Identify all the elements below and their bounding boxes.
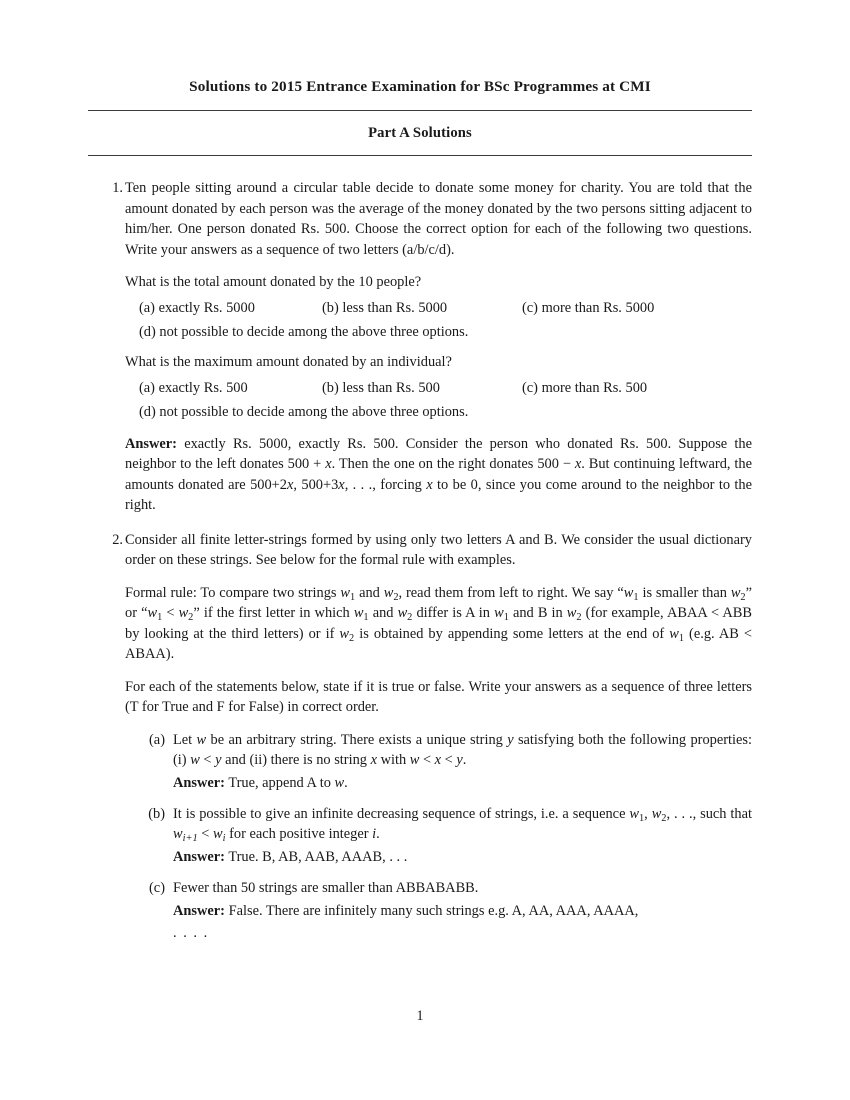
text-part: for each positive integer [225,826,373,843]
text-part: and (ii) there is no string [221,752,371,769]
answer-text-part: , . . ., forcing [344,476,427,493]
math-var-y: y [507,731,514,748]
rule-part: and B in [508,605,567,622]
option-row [139,298,752,318]
text-part: < [197,826,213,843]
rule-part: (e.g. AB < ABAA). [125,625,752,663]
answer-text-part: , 500+3 [293,476,339,493]
rule-part: Formal rule: To compare two strings [125,584,341,601]
text-part: , [644,805,652,822]
math-var-w2: $w_2$ [178,605,194,624]
problem-1-question-2-prompt: What is the maximum amount donated by an individual? [125,354,452,371]
math-var-w: w [334,774,345,791]
answer-text-part: . But continuing leftward, the amounts donated are 500+2 [125,456,752,493]
math-var-x: x [434,752,442,769]
section-title: Part A Solutions [368,125,472,142]
answer-text: True. B, AB, AAB, AAAB, . . . [228,848,408,865]
math-var-x: x [426,476,433,493]
option-row [139,402,752,422]
subitem-c-answer-continuation: . . . . [173,925,209,942]
math-var-w: w [196,731,207,748]
subitem-b-text [173,805,752,845]
text-part: < [419,752,435,769]
answer-label: Answer: [173,774,225,791]
rule-part: (for example, ABAA < ABB by looking at the third letters) or if [125,605,753,642]
subitem-a-answer [173,773,752,793]
subitem-b-marker: (b) [148,805,165,822]
text-part: Let [173,731,197,748]
math-var-x: x [325,456,332,473]
subitem-c-marker: (c) [149,880,165,897]
problem-1-question-2-options [125,378,752,423]
text-part: It is possible to give an infinite decreasing sequence of strings, i.e. a sequence [173,805,630,822]
problem-2 [88,530,752,944]
rule-part: and [368,605,398,622]
rule-part: < [162,605,179,622]
math-var-w2: $w_2$ [730,584,746,603]
option-2d[interactable]: (d) not possible to decide among the above three options. [139,404,469,421]
rule-part: differ is A in [412,605,495,622]
text-part: < [199,752,216,769]
problem-2-subitems [125,730,752,944]
answer-text-part: to be 0, since you come around to the neighbor to the right. [125,476,753,514]
option-row [139,322,752,342]
subitem-a [125,730,752,793]
page-number: 1 [416,1008,424,1024]
math-var-w2: $w_2$ [651,805,667,824]
math-var-w: w [190,752,200,769]
subitem-a-marker: (a) [149,731,165,748]
option-2a[interactable]: (a) exactly Rs. 500 [139,379,248,396]
math-var-i: i [372,826,377,843]
math-var-x: x [370,752,377,769]
subitem-c-answer [173,901,752,921]
document-title: Solutions to 2015 Entrance Examination for BSc Programmes at CMI [189,78,651,95]
answer-text: False. There are infinitely many such strings e.g. A, AA, AAA, AAAA, [228,902,639,919]
rule-part: ” if the first letter in which [193,605,354,622]
math-var-w2: $w_2$ [566,605,582,624]
subitem-c-text: Fewer than 50 strings are smaller than ABBABABB. [173,880,479,897]
document-page [88,0,752,1100]
answer-text-part: exactly Rs. 5000, exactly Rs. 500. Consider the person who donated Rs. 500. Suppose the neighbor to the left donates 500 + [125,435,752,473]
answer-label: Answer: [173,902,225,919]
text-part: satisfying both the following properties: (i) [173,731,752,769]
text-part: . [462,752,467,769]
subitem-c [125,878,752,943]
problem-1 [88,178,752,515]
text-part: . [376,826,380,843]
rule-part: and [355,584,384,601]
text-part: , . . ., such that [666,805,752,822]
math-var-w1: $w_1$ [669,625,685,644]
problem-1-statement: Ten people sitting around a circular table decide to donate some money for charity. You are told that the amount donated by each person was the average of the money donated by the two persons sitting adjacent to him/her. One person donated Rs. 500. Choose the correct option for each of the following two questions. Write your answers as a sequence of two letters (a/b/c/d). [125,180,752,258]
problem-2-instruction: For each of the statements below, state if it is true or false. Write your answers as a sequence of three letters (T for True and F for False) in correct order. [125,678,752,716]
math-var-w2: $w_2$ [397,605,413,624]
problem-2-statement: Consider all finite letter-strings formed by using only two letters A and B. We consider the usual dictionary order on these strings. See below for the formal rule with examples. [125,531,752,569]
answer-text-part: True, append A to [228,774,335,791]
option-2b[interactable]: (b) less than Rs. 500 [322,379,440,396]
rule-part: ” or “ [125,584,752,622]
math-var-w1: $w_1$ [340,584,356,603]
math-var-w2: $w_2$ [339,625,355,644]
answer-label: Answer: [173,848,225,865]
math-var-x: x [287,476,294,493]
option-row [139,378,752,398]
text-part: < [441,752,457,769]
text-part: be an arbitrary string. There exists a unique string [206,731,508,748]
rule-part: is obtained by appending some letters at the end of [354,625,670,642]
math-var-w1: $w_1$ [623,584,639,603]
problem-2-number: 2. [112,531,123,548]
subitem-a-text [173,732,752,768]
math-var-y: y [456,752,463,769]
subitem-b [125,804,752,867]
math-var-x: x [574,456,582,473]
option-1b[interactable]: (b) less than Rs. 5000 [322,299,448,316]
rule-part: , read them from left to right. We say “ [398,584,624,601]
math-var-y: y [215,752,222,769]
math-var-w-i-plus-1: $w_{i+1}$ [173,826,198,845]
math-var-w1: $w_1$ [629,805,645,824]
document-body [88,156,752,943]
option-1c[interactable]: (c) more than Rs. 5000 [522,299,655,316]
math-var-w: w [409,752,420,769]
math-var-w1: $w_1$ [147,605,163,624]
option-1d[interactable]: (d) not possible to decide among the above three options. [139,323,469,340]
math-var-w1: $w_1$ [353,605,369,624]
math-var-w2: $w_2$ [383,584,399,603]
answer-text-part: . Then the one on the right donates 500 − [331,456,575,473]
text-part: with [376,752,410,769]
problem-1-question-1-prompt: What is the total amount donated by the 10 people? [125,274,422,291]
problem-1-question-1-options [125,298,752,343]
math-var-w1: $w_1$ [494,605,509,624]
option-1a[interactable]: (a) exactly Rs. 5000 [139,299,255,316]
problem-2-formal-rule [125,583,752,665]
option-2c[interactable]: (c) more than Rs. 500 [522,379,648,396]
math-var-w-i: $w_i$ [212,826,226,845]
answer-label: Answer: [125,435,177,452]
math-var-x: x [338,476,345,493]
rule-part: is smaller than [638,584,731,601]
subitem-b-answer [173,847,752,867]
answer-text-part: . [344,774,348,791]
problem-1-answer [125,434,752,516]
problem-1-number: 1. [112,180,123,197]
